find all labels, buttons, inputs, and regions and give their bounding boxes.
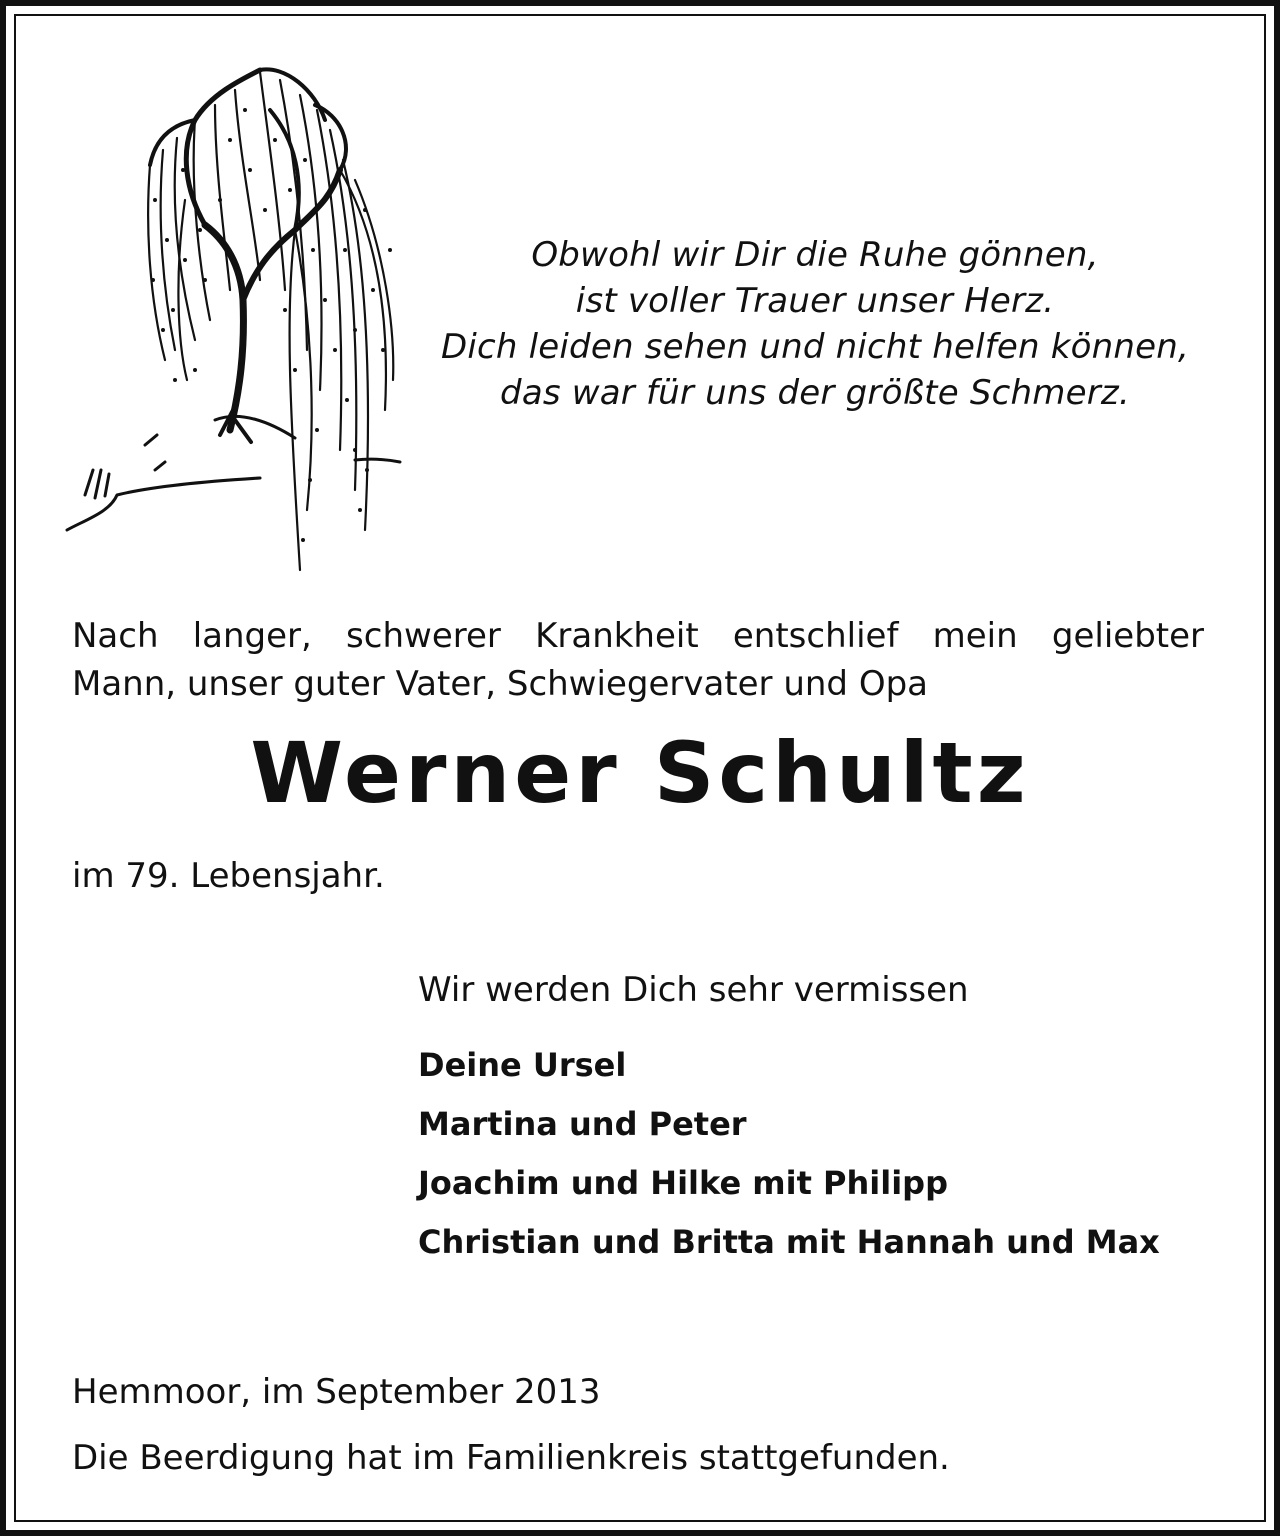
mourner-entry: Joachim und Hilke mit Philipp [418,1164,948,1202]
mourner-entry: Martina und Peter [418,1105,747,1143]
poem-line: ist voller Trauer unser Herz. [575,281,1055,321]
memorial-poem [420,232,1210,416]
poem-line: Obwohl wir Dir die Ruhe gönnen, [531,235,1099,275]
intro-line-2: Mann, unser guter Vater, Schwiegervater und Opa [72,664,928,704]
deceased-name: Werner Schultz [250,724,1030,822]
farewell-text: Wir werden Dich sehr vermissen [418,970,969,1010]
weeping-willow-icon [55,50,415,600]
intro-line-1: Nach langer, schwerer Krankheit entschlief mein geliebter [72,616,1204,656]
mourners-list [418,1036,1160,1272]
deceased-age: im 79. Lebensjahr. [72,856,385,896]
announcement-intro [72,612,1204,708]
poem-line: Dich leiden sehen und nicht helfen können, [440,327,1190,367]
burial-note: Die Beerdigung hat im Familienkreis stattgefunden. [72,1438,950,1478]
mourner-entry: Deine Ursel [418,1046,627,1084]
poem-line: das war für uns der größte Schmerz. [500,373,1130,413]
place-and-date: Hemmoor, im September 2013 [72,1372,601,1412]
mourner-entry: Christian und Britta mit Hannah und Max [418,1223,1160,1261]
